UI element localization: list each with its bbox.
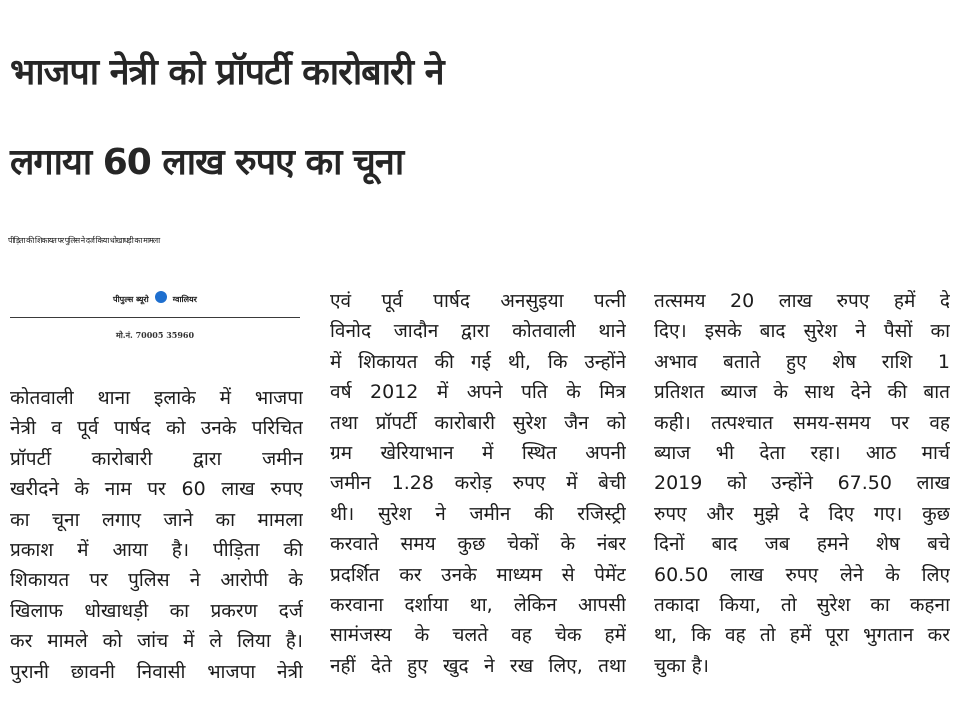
column-line: दिनों बाद जब हमने शेष बचे xyxy=(654,533,950,556)
column-line: प्रकाश में आया है। पीड़िता की xyxy=(10,539,303,562)
column-line: में शिकायत की गई थी, कि उन्होंने xyxy=(330,350,626,373)
column-line: करवाते समय कुछ चेकों के नंबर xyxy=(330,533,626,556)
column-line: जमीन 1.28 करोड़ रुपए में बेची xyxy=(330,472,626,495)
column-line: अभाव बताते हुए शेष राशि 1 xyxy=(654,350,950,373)
column-line: प्रतिशत ब्याज के साथ देने की बात xyxy=(654,381,950,404)
headline-line-2: लगाया 60 लाख रुपए का चूना xyxy=(10,142,404,183)
byline-phone: मो.नं. 70005 35960 xyxy=(115,330,195,340)
column-line: वर्ष 2012 में अपने पति के मित्र xyxy=(330,381,626,404)
column-line: थी। सुरेश ने जमीन की रजिस्ट्री xyxy=(330,502,626,525)
column-line: कोतवाली थाना इलाके में भाजपा xyxy=(10,387,303,409)
column-line: दिए। इसके बाद सुरेश ने पैसों का xyxy=(654,320,950,343)
byline-source xyxy=(10,288,300,312)
column-line: तत्समय 20 लाख रुपए हमें दे xyxy=(654,290,950,312)
byline xyxy=(10,288,300,352)
column-line: शिकायत पर पुलिस ने आरोपी के xyxy=(10,569,303,592)
column-line: एवं पूर्व पार्षद अनसुइया पत्नी xyxy=(330,290,626,312)
article-column-2 xyxy=(330,286,626,681)
headline xyxy=(10,28,960,208)
column-line: प्रदर्शित कर उनके माध्यम से पेमेंट xyxy=(330,563,626,586)
column-line: सामंजस्य के चलते वह चेक हमें xyxy=(330,624,626,647)
column-line: विनोद जादौन द्वारा कोतवाली थाने xyxy=(330,320,626,343)
headline-line-1: भाजपा नेत्री को प्रॉपर्टी कारोबारी ने xyxy=(10,52,444,93)
column-line: नहीं देते हुए खुद ने रख लिए, तथा xyxy=(330,654,626,677)
column-line: कही। तत्पश्चात समय-समय पर वह xyxy=(654,411,950,434)
column-line: पुरानी छावनी निवासी भाजपा नेत्री xyxy=(10,660,303,683)
byline-bureau: पीपुल्स ब्यूरो xyxy=(113,295,149,304)
byline-city: ग्वालियर xyxy=(172,295,197,304)
column-line: था, कि वह तो हमें पूरा भुगतान कर xyxy=(654,624,950,647)
column-line: रुपए और मुझे दे दिए गए। कुछ xyxy=(654,502,950,525)
column-line: खरीदने के नाम पर 60 लाख रुपए xyxy=(10,478,303,501)
column-line: चुका है। xyxy=(654,654,709,677)
column-line: प्रॉपर्टी कारोबारी द्वारा जमीन xyxy=(10,447,303,470)
column-line: कर मामले को जांच में ले लिया है। xyxy=(10,630,303,653)
column-line: नेत्री व पूर्व पार्षद को उनके परिचित xyxy=(10,417,303,440)
column-line: का चूना लगाए जाने का मामला xyxy=(10,508,303,531)
bullet-dot-icon xyxy=(155,291,167,303)
column-line: तथा प्रॉपर्टी कारोबारी सुरेश जैन को xyxy=(330,411,626,434)
column-line: 60.50 लाख रुपए लेने के लिए xyxy=(654,563,950,586)
column-line: करवाना दर्शाया था, लेकिन आपसी xyxy=(330,594,626,617)
column-line: खिलाफ धोखाधड़ी का प्रकरण दर्ज xyxy=(10,599,303,622)
article-column-3 xyxy=(654,286,950,681)
column-line: 2019 को उन्होंने 67.50 लाख xyxy=(654,472,950,495)
column-line: तकादा किया, तो सुरेश का कहना xyxy=(654,594,950,617)
article-column-1 xyxy=(10,383,303,687)
subheadline: पीड़िता की शिकायत पर पुलिस ने दर्ज किया धोखाधड़ी का मामला xyxy=(8,236,160,245)
byline-divider xyxy=(10,317,300,318)
column-line: ब्याज भी देता रहा। आठ मार्च xyxy=(654,442,950,465)
column-line: ग्रम खेरियाभान में स्थित अपनी xyxy=(330,442,626,465)
